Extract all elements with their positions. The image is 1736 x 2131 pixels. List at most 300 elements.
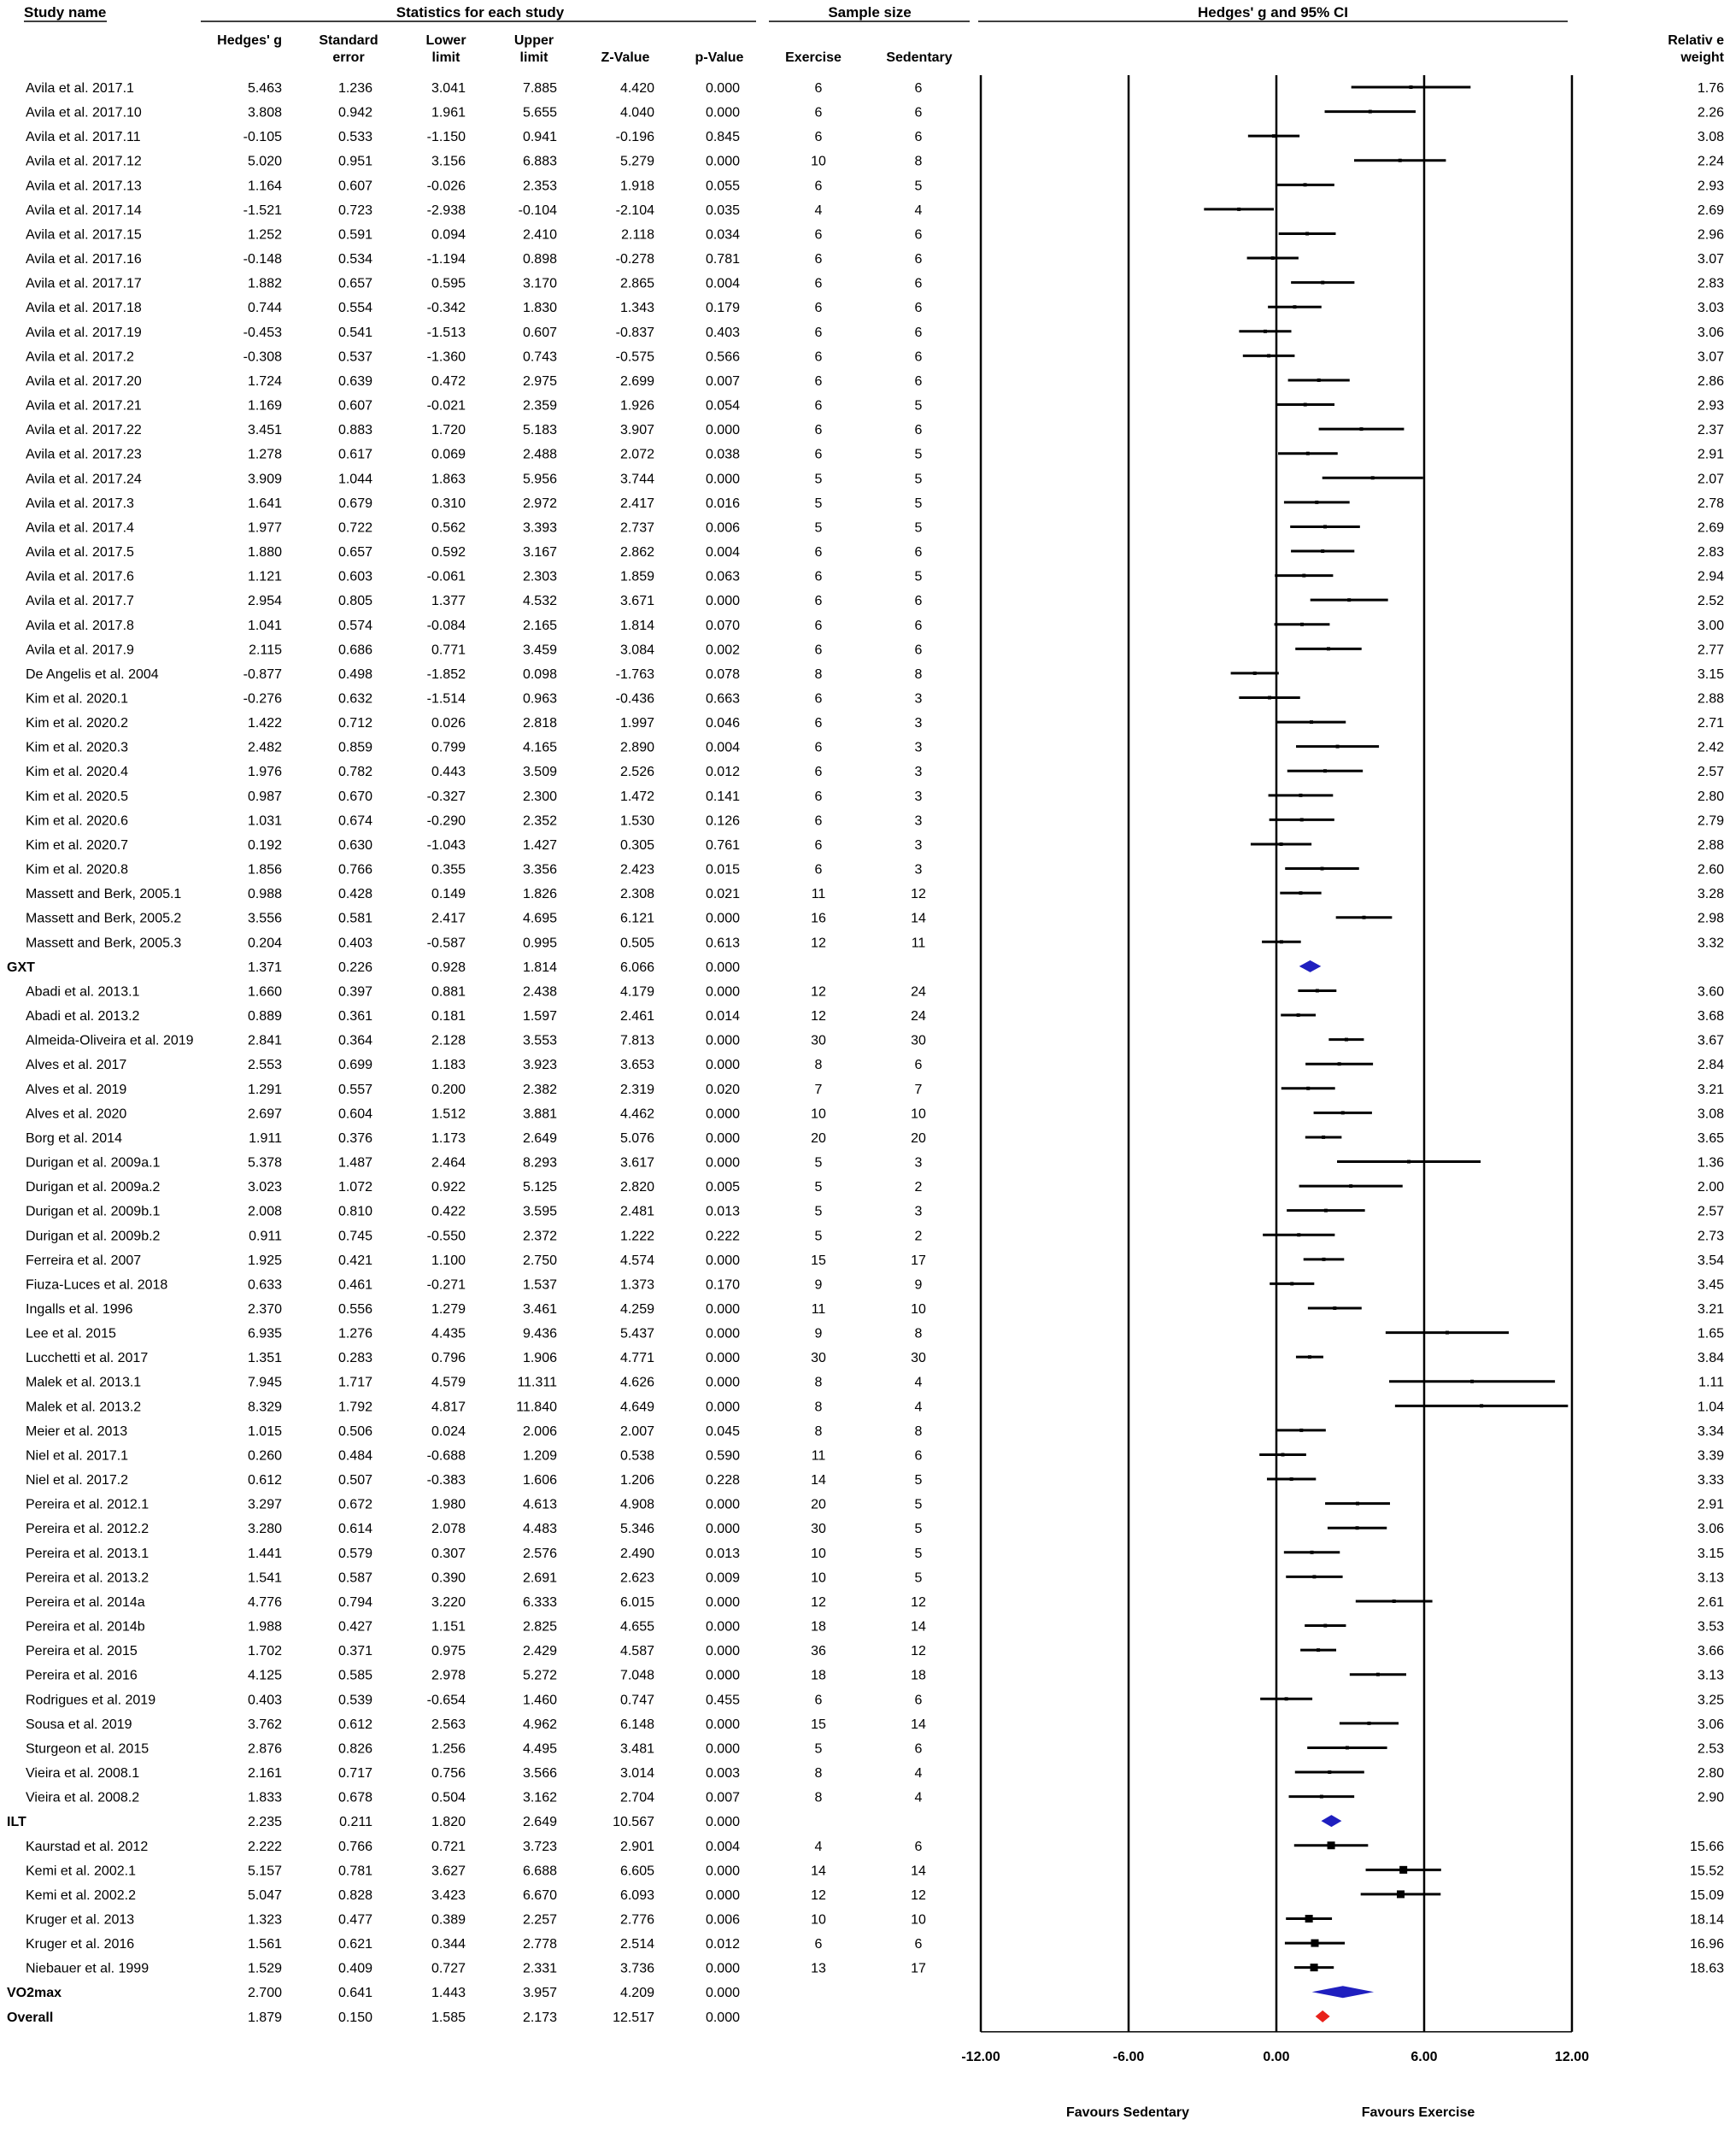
std-error-value: 0.686: [337, 643, 372, 658]
study-name: Borg et al. 2014: [26, 1130, 122, 1146]
point-estimate: [1297, 1233, 1300, 1236]
z-value: -0.436: [615, 691, 654, 707]
exercise-n: 30: [811, 1033, 826, 1048]
lower-limit-value: 0.592: [431, 545, 466, 561]
table-row: [26, 1937, 1724, 1952]
p-value: 0.000: [705, 1497, 740, 1512]
upper-limit-value: 3.595: [522, 1204, 557, 1219]
col-weight-2: weight: [1680, 50, 1724, 65]
exercise-n: 10: [811, 1546, 826, 1561]
std-error-value: 1.792: [337, 1400, 372, 1415]
lower-limit-value: -0.327: [426, 789, 466, 804]
table-row: [26, 1864, 1724, 1878]
p-value: 0.007: [705, 373, 740, 389]
exercise-n: 14: [811, 1473, 826, 1488]
relative-weight: 2.26: [1697, 105, 1724, 120]
sedentary-n: 3: [914, 813, 923, 829]
z-value: 1.859: [619, 569, 654, 584]
z-value: -0.278: [615, 252, 654, 267]
upper-limit-value: 5.272: [522, 1668, 557, 1683]
relative-weight: 3.15: [1697, 1546, 1724, 1561]
study-name: Avila et al. 2017.16: [26, 252, 142, 267]
relative-weight: 2.90: [1697, 1790, 1724, 1805]
sedentary-n: 4: [914, 1375, 923, 1390]
z-value: 2.704: [619, 1790, 654, 1805]
table-row: [26, 277, 1724, 291]
upper-limit-value: 2.825: [522, 1619, 557, 1635]
hedges-g-value: 3.762: [247, 1717, 282, 1732]
hedges-g-value: 2.697: [247, 1107, 282, 1122]
std-error-value: 0.427: [337, 1619, 372, 1635]
study-name: Kemi et al. 2002.1: [26, 1864, 136, 1879]
exercise-n: 6: [814, 813, 823, 829]
relative-weight: 2.61: [1697, 1594, 1724, 1610]
study-name: Vieira et al. 2008.2: [26, 1790, 140, 1805]
p-value: 0.000: [705, 1815, 740, 1830]
upper-limit-value: 1.906: [522, 1351, 557, 1366]
point-estimate: [1322, 1258, 1325, 1261]
z-value: 7.048: [619, 1668, 654, 1683]
z-value: 2.319: [619, 1082, 654, 1097]
hedges-g-value: 1.031: [247, 813, 282, 829]
lower-limit-value: 2.563: [431, 1717, 466, 1732]
sedentary-n: 10: [911, 1302, 926, 1317]
study-name: Pereira et al. 2013.1: [26, 1546, 150, 1561]
upper-limit-value: 2.165: [522, 618, 557, 633]
point-estimate: [1323, 769, 1327, 772]
sedentary-n: 5: [914, 398, 923, 414]
p-value: 0.003: [705, 1766, 740, 1782]
p-value: 0.000: [705, 984, 740, 1000]
table-row: [26, 155, 1724, 169]
upper-limit-value: 2.359: [522, 398, 557, 414]
study-name: Abadi et al. 2013.2: [26, 1009, 140, 1024]
point-estimate: [1409, 85, 1412, 89]
hedges-g-value: 1.641: [247, 496, 282, 511]
table-row: [26, 252, 1724, 267]
std-error-value: 0.630: [337, 837, 372, 853]
relative-weight: 3.06: [1697, 325, 1724, 340]
upper-limit-value: 2.353: [522, 179, 557, 194]
table-row: [26, 619, 1724, 633]
hedges-g-value: 2.876: [247, 1741, 282, 1757]
relative-weight: 2.57: [1697, 1204, 1724, 1219]
p-value: 0.000: [705, 911, 740, 926]
p-value: 0.012: [705, 1937, 740, 1952]
table-row: [26, 643, 1724, 657]
z-value: 4.587: [619, 1644, 654, 1659]
exercise-n: 12: [811, 1594, 826, 1610]
relative-weight: 3.15: [1697, 666, 1724, 682]
lower-limit-value: -0.021: [426, 398, 466, 414]
table-row: [26, 1840, 1724, 1854]
exercise-n: 11: [811, 887, 826, 902]
std-error-value: 0.632: [337, 691, 372, 707]
lower-limit-value: 0.344: [431, 1937, 466, 1952]
std-error-value: 0.612: [337, 1717, 372, 1732]
sedentary-n: 12: [911, 1644, 926, 1659]
subgroup-diamond: [1299, 960, 1322, 972]
table-row: [26, 1448, 1724, 1463]
study-name: Pereira et al. 2014a: [26, 1594, 145, 1610]
lower-limit-value: 1.183: [431, 1058, 466, 1073]
sedentary-n: 12: [911, 1887, 926, 1903]
z-value: 2.890: [619, 740, 654, 755]
table-row: [26, 1205, 1724, 1219]
std-error-value: 0.672: [337, 1497, 372, 1512]
point-estimate: [1300, 623, 1304, 626]
point-estimate: [1281, 1453, 1284, 1456]
std-error-value: 0.639: [337, 373, 372, 389]
exercise-n: 6: [814, 105, 823, 120]
hedges-g-value: 5.157: [247, 1864, 282, 1879]
point-estimate: [1285, 1697, 1288, 1700]
point-estimate: [1341, 1111, 1345, 1114]
std-error-value: 0.587: [337, 1570, 372, 1586]
table-row: [26, 594, 1724, 608]
hedges-g-value: 1.702: [247, 1644, 282, 1659]
point-estimate: [1356, 1502, 1359, 1506]
hedges-g-value: 0.911: [249, 1229, 282, 1244]
exercise-n: 6: [814, 716, 823, 731]
sedentary-n: 5: [914, 447, 923, 462]
upper-limit-value: 4.695: [522, 911, 557, 926]
relative-weight: 3.07: [1697, 252, 1724, 267]
sedentary-n: 6: [914, 1058, 923, 1073]
col-z-value: Z-Value: [601, 50, 650, 65]
table-row: [26, 838, 1724, 853]
point-estimate: [1321, 281, 1324, 285]
p-value: 0.179: [705, 301, 740, 316]
lower-limit-value: 1.151: [431, 1619, 466, 1635]
z-value: 6.605: [619, 1864, 654, 1879]
std-error-value: 0.533: [337, 130, 372, 145]
study-name: Lee et al. 2015: [26, 1326, 116, 1341]
table-row: [26, 716, 1724, 731]
std-error-value: 0.537: [337, 349, 372, 365]
lower-limit-value: -0.587: [426, 936, 466, 951]
table-row: [26, 1547, 1724, 1561]
p-value: 0.070: [705, 618, 740, 633]
relative-weight: 16.96: [1689, 1937, 1724, 1952]
std-error-value: 0.557: [337, 1082, 372, 1097]
z-value: 3.617: [619, 1155, 654, 1171]
std-error-value: 0.678: [337, 1790, 372, 1805]
table-row: [26, 520, 1724, 535]
table-row: [26, 1620, 1724, 1635]
table-row: [26, 570, 1724, 584]
exercise-n: 8: [814, 1424, 823, 1439]
table-row: [26, 301, 1724, 315]
upper-limit-value: 1.826: [522, 887, 557, 902]
p-value: 0.015: [705, 862, 740, 878]
table-row: [26, 1424, 1724, 1439]
p-value: 0.000: [705, 1326, 740, 1341]
hedges-g-value: 3.808: [247, 105, 282, 120]
upper-limit-value: 4.962: [522, 1717, 557, 1732]
exercise-n: 30: [811, 1351, 826, 1366]
point-estimate: [1407, 1160, 1410, 1164]
table-row: [26, 813, 1724, 828]
favours-sedentary-label: Favours Sedentary: [1065, 2105, 1190, 2120]
sedentary-n: 3: [914, 837, 923, 853]
col-lower-2: limit: [431, 50, 460, 65]
std-error-value: 0.428: [337, 887, 372, 902]
p-value: 0.566: [705, 349, 740, 365]
study-name: Rodrigues et al. 2019: [26, 1693, 156, 1708]
exercise-n: 8: [814, 1400, 823, 1415]
table-row: [26, 863, 1724, 878]
upper-limit-value: 6.883: [522, 154, 557, 169]
upper-limit-value: 0.995: [522, 936, 557, 951]
upper-limit-value: 3.167: [522, 545, 557, 561]
hedges-g-value: 0.612: [247, 1473, 282, 1488]
point-estimate: [1317, 1648, 1320, 1652]
upper-limit-value: 3.459: [522, 643, 557, 658]
p-value: 0.000: [705, 472, 740, 487]
table-row: [26, 1083, 1724, 1097]
upper-limit-value: 9.436: [522, 1326, 557, 1341]
z-value: 1.206: [619, 1473, 654, 1488]
upper-limit-value: 6.688: [522, 1864, 557, 1879]
exercise-n: 18: [811, 1619, 826, 1635]
z-value: 6.093: [619, 1887, 654, 1903]
std-error-value: 0.403: [337, 936, 372, 951]
exercise-n: 5: [814, 1180, 823, 1195]
point-estimate: [1321, 549, 1324, 553]
point-estimate: [1359, 427, 1363, 431]
exercise-n: 4: [814, 1839, 823, 1854]
relative-weight: 2.78: [1697, 496, 1724, 511]
study-name: Avila et al. 2017.6: [26, 569, 134, 584]
lower-limit-value: -2.938: [426, 203, 466, 218]
study-name: Niel et al. 2017.2: [26, 1473, 129, 1488]
hedges-g-value: 1.015: [247, 1424, 282, 1439]
study-name: Kim et al. 2020.6: [26, 813, 129, 829]
point-estimate: [1310, 720, 1313, 724]
study-name: Avila et al. 2017.13: [26, 179, 142, 194]
exercise-n: 20: [811, 1130, 826, 1146]
hedges-g-value: 2.841: [247, 1033, 282, 1048]
hedges-g-value: 3.280: [247, 1522, 282, 1537]
upper-limit-value: 1.814: [522, 960, 557, 975]
std-error-value: 0.585: [337, 1668, 372, 1683]
upper-limit-value: 0.607: [522, 325, 557, 340]
table-row: [26, 130, 1724, 144]
sedentary-n: 3: [914, 1155, 923, 1171]
z-value: 4.179: [619, 984, 654, 1000]
z-value: 6.066: [619, 960, 654, 975]
sedentary-n: 6: [914, 325, 923, 340]
lower-limit-value: 0.390: [431, 1570, 466, 1586]
hedges-g-value: 2.553: [247, 1058, 282, 1073]
study-name: Avila et al. 2017.10: [26, 105, 142, 120]
point-estimate: [1271, 256, 1275, 260]
study-name: Avila et al. 2017.3: [26, 496, 134, 511]
lower-limit-value: -0.271: [426, 1277, 466, 1293]
col-std-error-1: Standard: [319, 33, 378, 48]
study-name: Abadi et al. 2013.1: [26, 984, 140, 1000]
p-value: 0.009: [705, 1570, 740, 1586]
subgroup-diamond: [1321, 1815, 1341, 1827]
hedges-g-value: 0.260: [247, 1448, 282, 1464]
hedges-g-value: 0.403: [247, 1693, 282, 1708]
upper-limit-value: 2.372: [522, 1229, 557, 1244]
lower-limit-value: 1.820: [431, 1815, 466, 1830]
p-value: 0.126: [705, 813, 740, 829]
sedentary-n: 6: [914, 81, 923, 96]
upper-limit-value: 4.483: [522, 1522, 557, 1537]
upper-limit-value: 2.649: [522, 1130, 557, 1146]
lower-limit-value: 4.435: [431, 1326, 466, 1341]
hedges-g-value: 1.724: [247, 373, 282, 389]
relative-weight: 3.84: [1697, 1351, 1724, 1366]
relative-weight: 3.65: [1697, 1130, 1724, 1146]
exercise-n: 6: [814, 179, 823, 194]
std-error-value: 0.604: [337, 1107, 372, 1122]
table-row: [26, 1351, 1724, 1365]
sedentary-n: 24: [911, 984, 926, 1000]
std-error-value: 0.226: [337, 960, 372, 975]
point-estimate: [1393, 1600, 1396, 1603]
p-value: 0.663: [705, 691, 740, 707]
point-estimate: [1312, 1575, 1316, 1578]
study-name: VO2max: [7, 1986, 62, 2001]
sedentary-n: 2: [914, 1180, 923, 1195]
sedentary-n: 5: [914, 1570, 923, 1586]
z-value: 2.776: [619, 1912, 654, 1928]
study-name: Almeida-Oliveira et al. 2019: [26, 1033, 194, 1048]
study-name: Pereira et al. 2013.2: [26, 1570, 150, 1586]
lower-limit-value: 0.771: [431, 643, 466, 658]
point-estimate: [1399, 159, 1402, 162]
upper-limit-value: 2.818: [522, 716, 557, 731]
table-row: [26, 472, 1724, 486]
exercise-n: 8: [814, 1790, 823, 1805]
std-error-value: 0.574: [337, 618, 372, 633]
sedentary-n: 4: [914, 1766, 923, 1782]
std-error-value: 0.723: [337, 203, 372, 218]
upper-limit-value: 6.333: [522, 1594, 557, 1610]
table-row: [26, 741, 1724, 755]
study-name: Avila et al. 2017.9: [26, 643, 134, 658]
sedentary-n: 5: [914, 569, 923, 584]
hedges-g-value: 0.633: [247, 1277, 282, 1293]
hedges-g-value: 3.023: [247, 1180, 282, 1195]
z-value: -0.837: [615, 325, 654, 340]
lower-limit-value: 0.472: [431, 373, 466, 389]
hedges-g-value: 0.988: [247, 887, 282, 902]
hedges-g-value: 2.222: [247, 1839, 282, 1854]
p-value: 0.590: [705, 1448, 740, 1464]
upper-limit-value: 5.956: [522, 472, 557, 487]
exercise-n: 5: [814, 1229, 823, 1244]
sedentary-n: 4: [914, 1790, 923, 1805]
point-estimate: [1328, 1841, 1335, 1849]
hedges-g-value: 1.371: [247, 960, 282, 975]
std-error-value: 0.539: [337, 1693, 372, 1708]
hedges-g-value: 2.370: [247, 1302, 282, 1317]
exercise-n: 8: [814, 1766, 823, 1782]
std-error-value: 0.766: [337, 1839, 372, 1854]
std-error-value: 0.699: [337, 1058, 372, 1073]
point-estimate: [1306, 1087, 1310, 1090]
lower-limit-value: 2.464: [431, 1155, 466, 1171]
p-value: 0.035: [705, 203, 740, 218]
table-row: [26, 326, 1724, 340]
hedges-g-value: -0.276: [243, 691, 282, 707]
exercise-n: 18: [811, 1668, 826, 1683]
exercise-n: 14: [811, 1864, 826, 1879]
table-row: [26, 1253, 1724, 1268]
z-value: 2.623: [619, 1570, 654, 1586]
sedentary-n: 11: [911, 936, 926, 951]
std-error-value: 0.581: [337, 911, 372, 926]
point-estimate: [1328, 1770, 1331, 1774]
upper-limit-value: 1.597: [522, 1009, 557, 1024]
upper-limit-value: 2.006: [522, 1424, 557, 1439]
z-value: 4.574: [619, 1253, 654, 1268]
upper-limit-value: 0.098: [522, 666, 557, 682]
hedges-g-value: 3.451: [247, 423, 282, 438]
lower-limit-value: 0.756: [431, 1766, 466, 1782]
point-estimate: [1304, 403, 1307, 407]
table-row: [26, 1741, 1724, 1756]
sedentary-n: 3: [914, 691, 923, 707]
hedges-g-value: 1.977: [247, 520, 282, 536]
hedges-g-value: 8.329: [247, 1400, 282, 1415]
exercise-n: 6: [814, 618, 823, 633]
study-name: ILT: [7, 1815, 26, 1830]
z-value: 1.222: [619, 1229, 654, 1244]
std-error-value: 0.674: [337, 813, 372, 829]
relative-weight: 2.53: [1697, 1741, 1724, 1757]
lower-limit-value: -1.852: [426, 666, 466, 682]
z-value: 10.567: [613, 1815, 654, 1830]
relative-weight: 18.63: [1689, 1961, 1724, 1976]
upper-limit-value: 4.532: [522, 594, 557, 609]
study-name: Kim et al. 2020.3: [26, 740, 129, 755]
upper-limit-value: 3.957: [522, 1986, 557, 2001]
study-name: Alves et al. 2020: [26, 1107, 127, 1122]
relative-weight: 2.91: [1697, 447, 1724, 462]
lower-limit-value: 0.422: [431, 1204, 466, 1219]
relative-weight: 2.07: [1697, 472, 1724, 487]
exercise-n: 6: [814, 545, 823, 561]
hedges-g-value: 1.529: [247, 1961, 282, 1976]
x-axis: [961, 2032, 1589, 2064]
std-error-value: 0.150: [337, 2010, 372, 2025]
study-name: Alves et al. 2017: [26, 1058, 127, 1073]
upper-limit-value: 2.331: [522, 1961, 557, 1976]
table-row: [26, 203, 1724, 218]
lower-limit-value: 0.181: [431, 1009, 466, 1024]
point-estimate: [1323, 1624, 1327, 1628]
exercise-n: 6: [814, 789, 823, 804]
upper-limit-value: 5.655: [522, 105, 557, 120]
upper-limit-value: 3.356: [522, 862, 557, 878]
upper-limit-value: 3.393: [522, 520, 557, 536]
p-value: 0.000: [705, 1619, 740, 1635]
upper-limit-value: 1.606: [522, 1473, 557, 1488]
sedentary-n: 6: [914, 1448, 923, 1464]
relative-weight: 2.69: [1697, 520, 1724, 536]
p-value: 0.000: [705, 1253, 740, 1268]
p-value: 0.000: [705, 1400, 740, 1415]
table-row: [26, 496, 1724, 511]
p-value: 0.000: [705, 1058, 740, 1073]
std-error-value: 0.794: [337, 1594, 372, 1610]
